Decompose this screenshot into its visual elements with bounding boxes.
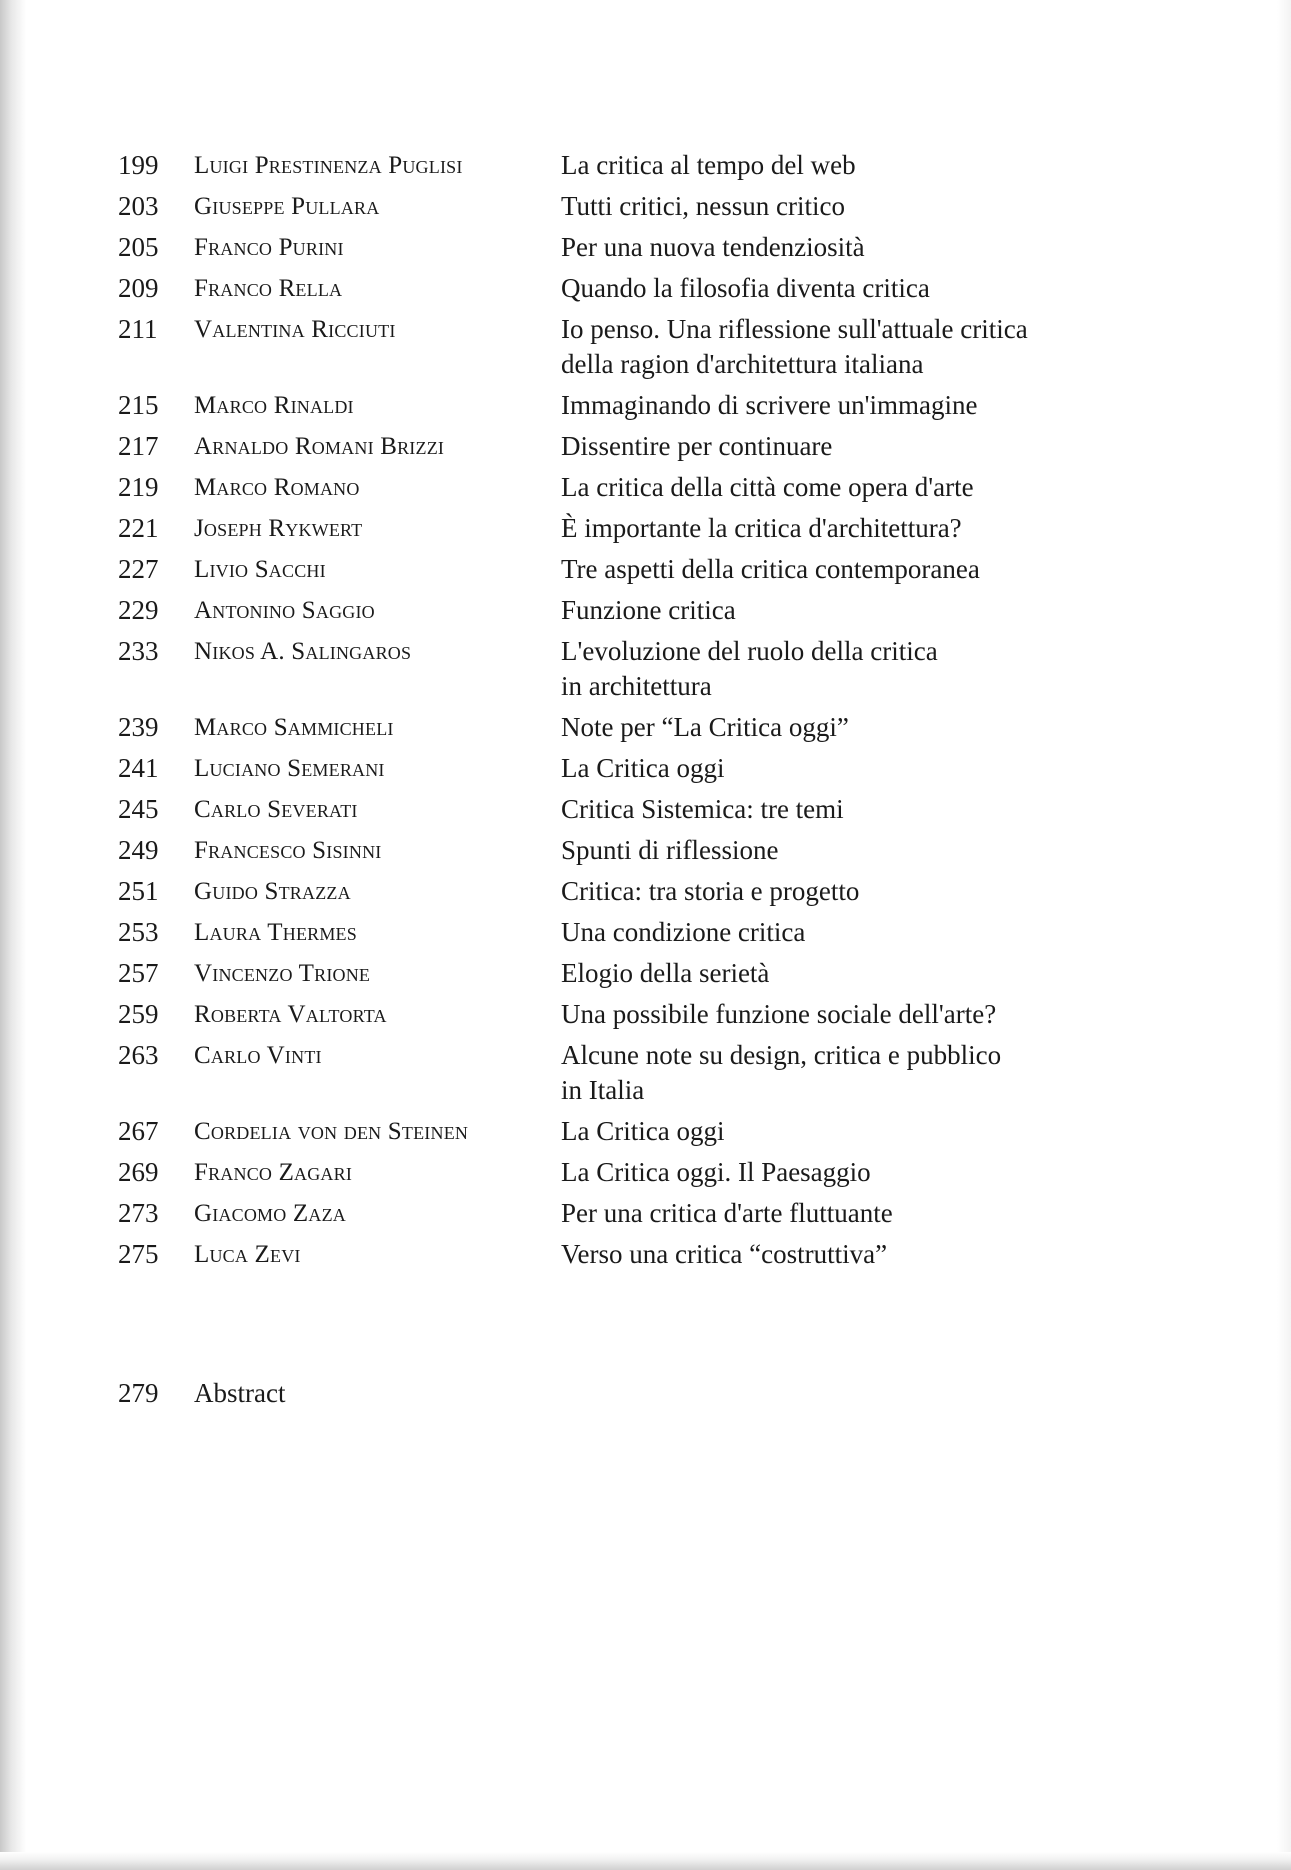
page-number: 251 bbox=[118, 876, 159, 906]
title-line: della ragion d'architettura italiana bbox=[561, 349, 924, 379]
title-line: Spunti di riflessione bbox=[561, 835, 779, 865]
essay-title bbox=[561, 874, 1118, 909]
page-number: 199 bbox=[118, 150, 159, 180]
author-name: Livio Sacchi bbox=[194, 556, 326, 583]
title-line: Funzione critica bbox=[561, 595, 736, 625]
title-line: Io penso. Una riflessione sull'attuale critica bbox=[561, 314, 1028, 344]
page-number: 203 bbox=[118, 191, 159, 221]
toc-entry bbox=[118, 874, 1118, 909]
title-line: Critica: tra storia e progetto bbox=[561, 876, 860, 906]
page-number: 241 bbox=[118, 753, 159, 783]
page-number: 233 bbox=[118, 636, 159, 666]
page-number: 209 bbox=[118, 273, 159, 303]
toc-entry bbox=[118, 470, 1118, 505]
page-number: 263 bbox=[118, 1040, 159, 1070]
page-number: 245 bbox=[118, 794, 159, 824]
toc-entry bbox=[118, 956, 1118, 991]
toc-entry bbox=[118, 710, 1118, 745]
title-line: È importante la critica d'architettura? bbox=[561, 513, 962, 543]
author-name: Franco Purini bbox=[194, 234, 344, 261]
page-number: 215 bbox=[118, 390, 159, 420]
author-name: Joseph Rykwert bbox=[194, 515, 363, 542]
toc-entry bbox=[118, 312, 1118, 382]
title-line: Immaginando di scrivere un'immagine bbox=[561, 390, 978, 420]
scan-shadow-bottom bbox=[0, 1852, 1291, 1870]
toc-entry bbox=[118, 1114, 1118, 1149]
author-name: Giacomo Zaza bbox=[194, 1200, 346, 1227]
page-number: 229 bbox=[118, 595, 159, 625]
title-line: Verso una critica “costruttiva” bbox=[561, 1239, 888, 1269]
toc-entry bbox=[118, 792, 1118, 827]
essay-title bbox=[561, 710, 1118, 745]
essay-title bbox=[561, 792, 1118, 827]
page-number: 211 bbox=[118, 314, 158, 344]
essay-title bbox=[561, 271, 1118, 306]
toc-entry bbox=[118, 833, 1118, 868]
author-name: Carlo Severati bbox=[194, 796, 358, 823]
toc-entry bbox=[118, 148, 1118, 183]
page-number: 273 bbox=[118, 1198, 159, 1228]
title-line: Note per “La Critica oggi” bbox=[561, 712, 849, 742]
toc-entry bbox=[118, 915, 1118, 950]
title-line: Critica Sistemica: tre temi bbox=[561, 794, 844, 824]
essay-title bbox=[561, 1237, 1118, 1272]
essay-title bbox=[561, 429, 1118, 464]
title-line: Alcune note su design, critica e pubblico bbox=[561, 1040, 1002, 1070]
essay-title bbox=[561, 388, 1118, 423]
author-name: Luca Zevi bbox=[194, 1241, 301, 1268]
title-line: Tutti critici, nessun critico bbox=[561, 191, 845, 221]
table-of-contents bbox=[118, 148, 1118, 1278]
essay-title bbox=[561, 593, 1118, 628]
toc-entry bbox=[118, 189, 1118, 224]
scan-shadow-right bbox=[1277, 0, 1291, 1870]
toc-entry bbox=[118, 1038, 1118, 1108]
page-number: 227 bbox=[118, 554, 159, 584]
author-name: Arnaldo Romani Brizzi bbox=[194, 433, 445, 460]
toc-entry bbox=[118, 593, 1118, 628]
author-name: Marco Romano bbox=[194, 474, 360, 501]
author-name: Antonino Saggio bbox=[194, 597, 375, 624]
author-name: Marco Sammicheli bbox=[194, 714, 394, 741]
title-line: in Italia bbox=[561, 1075, 645, 1105]
toc-entry bbox=[118, 1155, 1118, 1190]
title-line: La critica al tempo del web bbox=[561, 150, 856, 180]
essay-title bbox=[561, 634, 1118, 704]
toc-entry bbox=[118, 429, 1118, 464]
essay-title bbox=[561, 189, 1118, 224]
page-number: 221 bbox=[118, 513, 159, 543]
title-line: in architettura bbox=[561, 671, 712, 701]
author-name: Vincenzo Trione bbox=[194, 960, 371, 987]
page-number: 219 bbox=[118, 472, 159, 502]
page-number: 253 bbox=[118, 917, 159, 947]
abstract-page-number: 279 bbox=[118, 1378, 159, 1408]
title-line: Elogio della serietà bbox=[561, 958, 770, 988]
page-number: 267 bbox=[118, 1116, 159, 1146]
essay-title bbox=[561, 1038, 1118, 1108]
page-number: 257 bbox=[118, 958, 159, 988]
scan-shadow-left bbox=[0, 0, 26, 1870]
author-name: Nikos A. Salingaros bbox=[194, 638, 412, 665]
title-line: Tre aspetti della critica contemporanea bbox=[561, 554, 980, 584]
essay-title bbox=[561, 312, 1118, 382]
page-number: 217 bbox=[118, 431, 159, 461]
author-name: Giuseppe Pullara bbox=[194, 193, 380, 220]
author-name: Guido Strazza bbox=[194, 878, 351, 905]
title-line: La Critica oggi. Il Paesaggio bbox=[561, 1157, 871, 1187]
toc-entry bbox=[118, 230, 1118, 265]
author-name: Laura Thermes bbox=[194, 919, 357, 946]
essay-title bbox=[561, 997, 1118, 1032]
toc-entry bbox=[118, 997, 1118, 1032]
toc-entry bbox=[118, 552, 1118, 587]
author-name: Valentina Ricciuti bbox=[194, 316, 396, 343]
page-number: 205 bbox=[118, 232, 159, 262]
page-number: 275 bbox=[118, 1239, 159, 1269]
author-name: Cordelia von den Steinen bbox=[194, 1118, 469, 1145]
author-name: Franco Rella bbox=[194, 275, 343, 302]
toc-entry bbox=[118, 511, 1118, 546]
author-name: Luciano Semerani bbox=[194, 755, 385, 782]
toc-entry bbox=[118, 271, 1118, 306]
author-name: Marco Rinaldi bbox=[194, 392, 354, 419]
essay-title bbox=[561, 470, 1118, 505]
essay-title bbox=[561, 230, 1118, 265]
toc-entry bbox=[118, 634, 1118, 704]
author-name: Luigi Prestinenza Puglisi bbox=[194, 152, 463, 179]
essay-title bbox=[561, 915, 1118, 950]
title-line: Per una critica d'arte fluttuante bbox=[561, 1198, 893, 1228]
toc-entry bbox=[118, 1196, 1118, 1231]
toc-entry bbox=[118, 751, 1118, 786]
essay-title bbox=[561, 833, 1118, 868]
title-line: Dissentire per continuare bbox=[561, 431, 833, 461]
author-name: Franco Zagari bbox=[194, 1159, 353, 1186]
title-line: Una possibile funzione sociale dell'arte? bbox=[561, 999, 997, 1029]
author-name: Francesco Sisinni bbox=[194, 837, 382, 864]
abstract-entry bbox=[118, 1376, 285, 1411]
essay-title bbox=[561, 511, 1118, 546]
abstract-label: Abstract bbox=[194, 1378, 286, 1408]
essay-title bbox=[561, 1196, 1118, 1231]
essay-title bbox=[561, 956, 1118, 991]
title-line: Per una nuova tendenziosità bbox=[561, 232, 865, 262]
title-line: La Critica oggi bbox=[561, 1116, 725, 1146]
essay-title bbox=[561, 1155, 1118, 1190]
title-line: L'evoluzione del ruolo della critica bbox=[561, 636, 938, 666]
page-number: 249 bbox=[118, 835, 159, 865]
essay-title bbox=[561, 552, 1118, 587]
title-line: Quando la filosofia diventa critica bbox=[561, 273, 930, 303]
essay-title bbox=[561, 1114, 1118, 1149]
page-number: 259 bbox=[118, 999, 159, 1029]
page-number: 239 bbox=[118, 712, 159, 742]
author-name: Carlo Vinti bbox=[194, 1042, 322, 1069]
essay-title bbox=[561, 148, 1118, 183]
title-line: La Critica oggi bbox=[561, 753, 725, 783]
title-line: Una condizione critica bbox=[561, 917, 806, 947]
title-line: La critica della città come opera d'arte bbox=[561, 472, 974, 502]
toc-entry bbox=[118, 388, 1118, 423]
author-name: Roberta Valtorta bbox=[194, 1001, 387, 1028]
toc-entry bbox=[118, 1237, 1118, 1272]
essay-title bbox=[561, 751, 1118, 786]
page-number: 269 bbox=[118, 1157, 159, 1187]
